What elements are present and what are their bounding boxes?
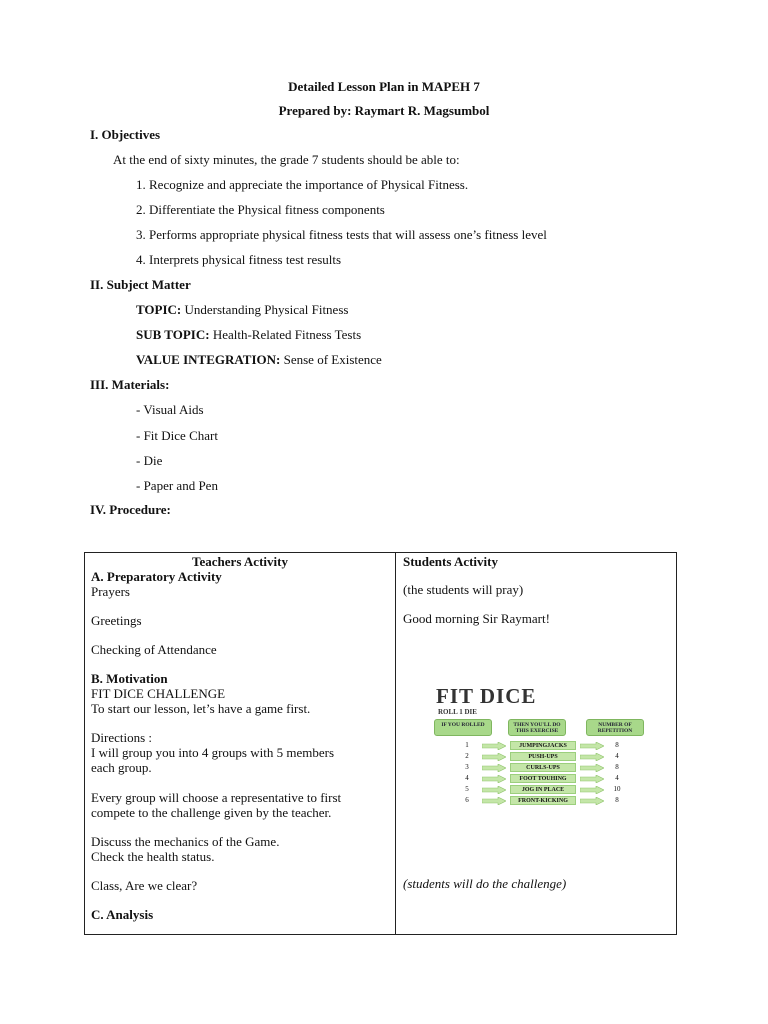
objectives-intro: At the end of sixty minutes, the grade 7 students should be able to:	[113, 152, 460, 167]
fit-row	[430, 763, 650, 773]
fit-dice-chart	[430, 684, 650, 812]
roll-number: 2	[465, 752, 469, 760]
repetition-count: 4	[615, 774, 619, 782]
exercise-name: JOG IN PLACE	[510, 785, 576, 794]
fit-row	[430, 774, 650, 784]
repetition-count: 8	[615, 763, 619, 771]
roll-number: 6	[465, 796, 469, 804]
objective-item: 3. Performs appropriate physical fitness tests that will assess one’s fitness level	[136, 227, 547, 242]
fit-header-rolled: IF YOU ROLLED	[434, 719, 492, 736]
arrow-right-icon	[482, 742, 506, 750]
mechanics-text: Discuss the mechanics of the Game.	[91, 834, 280, 849]
value-integration-line	[136, 352, 382, 368]
clear-question: Class, Are we clear?	[91, 878, 198, 893]
arrow-right-icon	[580, 775, 604, 783]
subtopic-label: SUB TOPIC:	[136, 327, 210, 342]
representative-text: Every group will choose a representative to first	[91, 790, 342, 805]
objective-item: 2. Differentiate the Physical fitness components	[136, 202, 385, 217]
fit-row	[430, 785, 650, 795]
arrow-right-icon	[580, 797, 604, 805]
teachers-activity-header: Teachers Activity	[192, 554, 288, 569]
students-challenge-text: (students will do the challenge)	[403, 876, 567, 891]
fit-header-exercise: THEN YOU'LL DO THIS EXERCISE	[508, 719, 566, 736]
fit-header-repetition: NUMBER OF REPETITION	[586, 719, 644, 736]
challenge-text: FIT DICE CHALLENGE	[91, 686, 226, 701]
motivation-heading: B. Motivation	[91, 671, 168, 686]
greetings-text: Greetings	[91, 613, 142, 628]
arrow-right-icon	[580, 764, 604, 772]
fit-dice-title: FIT DICE	[436, 684, 537, 708]
repetition-count: 10	[613, 785, 621, 793]
students-pray-text: (the students will pray)	[403, 582, 524, 597]
exercise-name: FRONT-KICKING	[510, 796, 576, 805]
repetition-count: 8	[615, 796, 619, 804]
materials-heading: III. Materials:	[90, 377, 170, 392]
arrow-right-icon	[482, 764, 506, 772]
arrow-right-icon	[482, 797, 506, 805]
start-text: To start our lesson, let’s have a game first.	[91, 701, 311, 716]
material-item: - Die	[136, 453, 163, 468]
attendance-text: Checking of Attendance	[91, 642, 217, 657]
arrow-right-icon	[482, 753, 506, 761]
procedure-heading: IV. Procedure:	[90, 502, 171, 517]
document-title: Detailed Lesson Plan in MAPEH 7	[288, 79, 480, 94]
students-activity-header: Students Activity	[403, 554, 498, 569]
material-item: - Fit Dice Chart	[136, 428, 218, 443]
roll-number: 1	[465, 741, 469, 749]
roll-instruction: ROLL 1 DIE	[438, 708, 477, 716]
material-item: - Visual Aids	[136, 402, 204, 417]
roll-number: 5	[465, 785, 469, 793]
roll-number: 4	[465, 774, 469, 782]
prayers-text: Prayers	[91, 584, 130, 599]
exercise-name: CURLS-UPS	[510, 763, 576, 772]
arrow-right-icon	[580, 753, 604, 761]
fit-row	[430, 752, 650, 762]
arrow-right-icon	[580, 742, 604, 750]
prepared-by: Prepared by: Raymart R. Magsumbol	[278, 103, 490, 118]
objective-item: 4. Interprets physical fitness test results	[136, 252, 342, 267]
preparatory-heading: A. Preparatory Activity	[91, 569, 222, 584]
column-divider	[395, 553, 396, 934]
exercise-name: FOOT TOUHING	[510, 774, 576, 783]
topic-line	[136, 302, 348, 318]
arrow-right-icon	[482, 775, 506, 783]
subtopic-value: Health-Related Fitness Tests	[209, 327, 362, 342]
arrow-right-icon	[482, 786, 506, 794]
exercise-name: PUSH-UPS	[510, 752, 576, 761]
directions-label: Directions :	[91, 730, 153, 745]
arrow-right-icon	[580, 786, 604, 794]
health-text: Check the health status.	[91, 849, 215, 864]
subject-matter-heading: II. Subject Matter	[90, 277, 191, 292]
material-item: - Paper and Pen	[136, 478, 218, 493]
fit-row	[430, 741, 650, 751]
fit-row	[430, 796, 650, 806]
value-integration-value: Sense of Existence	[280, 352, 382, 367]
subtopic-line	[136, 327, 361, 343]
group-text: I will group you into 4 groups with 5 members	[91, 745, 335, 760]
exercise-name: JUMPINGJACKS	[510, 741, 576, 750]
representative-text: compete to the challenge given by the teacher.	[91, 805, 332, 820]
analysis-heading: C. Analysis	[91, 907, 154, 922]
repetition-count: 4	[615, 752, 619, 760]
group-text: each group.	[91, 760, 152, 775]
objective-item: 1. Recognize and appreciate the importance of Physical Fitness.	[136, 177, 469, 192]
value-integration-label: VALUE INTEGRATION:	[136, 352, 281, 367]
repetition-count: 8	[615, 741, 619, 749]
topic-label: TOPIC:	[136, 302, 182, 317]
topic-value: Understanding Physical Fitness	[181, 302, 349, 317]
roll-number: 3	[465, 763, 469, 771]
students-greet-text: Good morning Sir Raymart!	[403, 611, 550, 626]
objectives-heading: I. Objectives	[90, 127, 161, 142]
